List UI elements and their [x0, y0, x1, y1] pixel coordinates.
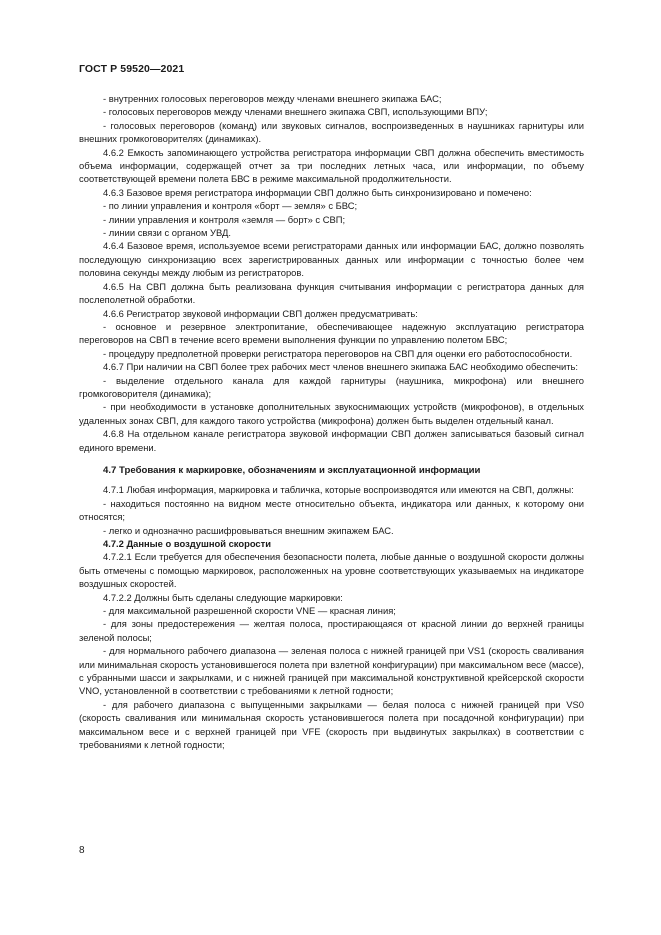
- paragraph: - для максимальной разрешенной скорости VNE — красная линия;: [103, 605, 396, 617]
- section-heading: 4.7 Требования к маркировке, обозначениям и эксплуатационной информации: [103, 464, 481, 476]
- paragraph: - легко и однозначно расшифровываться внешним экипажем БАС.: [103, 524, 394, 536]
- paragraph: - голосовых переговоров между членами внешнего экипажа СВП, использующими ВПУ;: [103, 106, 488, 118]
- paragraph: 4.6.2 Емкость запоминающего устройства регистратора информации СВП должна обеспечить вместимость объема информации, содержащей отчет за три последних летных часа, или информации, по объему соответствующей времени полета БВС в режиме максимальной продолжительности.: [79, 146, 584, 185]
- paragraph: - находиться постоянно на видном месте относительно объекта, индикатора или данных, к которому они относятся;: [79, 497, 584, 523]
- paragraph: 4.7.1 Любая информация, маркировка и табличка, которые воспроизводятся или имеются на СВП, должны:: [103, 484, 574, 496]
- paragraph: - линии управления и контроля «земля — борт» с СВП;: [103, 213, 346, 225]
- document-header: ГОСТ Р 59520—2021: [79, 63, 185, 75]
- paragraph: - выделение отдельного канала для каждой гарнитуры (наушника, микрофона) или внешнего громкоговорителя (динамика);: [79, 374, 584, 399]
- paragraph: 4.6.6 Регистратор звуковой информации СВП должен предусматривать:: [103, 307, 418, 319]
- page-number: 8: [79, 845, 85, 856]
- paragraph: - для рабочего диапазона с выпущенными закрылками — белая полоса с нижней границей при VS0 (скорость сваливания или минимальная скорость установившегося полета при посадочной конфигурации) при максимальном весе и с верхней границей при VFE (скорость при выдвинутых закрылках) в соответствии с требованиями к летной годности;: [79, 698, 584, 751]
- document-body: [79, 92, 584, 752]
- paragraph: 4.6.3 Базовое время регистратора информации СВП должно быть синхронизировано и помечено:: [103, 186, 532, 198]
- paragraph: 4.6.8 На отдельном канале регистратора звуковой информации СВП должен записываться базовый сигнал единого времени.: [79, 428, 584, 453]
- paragraph: - голосовых переговоров (команд) или звуковых сигналов, воспроизведенных в наушниках гарнитуры или внешних громкоговорителях (динамиках).: [79, 119, 584, 145]
- paragraph: - по линии управления и контроля «борт — земля» с БВС;: [103, 200, 358, 212]
- paragraph: - основное и резервное электропитание, обеспечивающее надежную эксплуатацию регистратора переговоров на СВП в течение всего времени выполнения функции по управлению полетом БВС;: [79, 320, 584, 346]
- paragraph: 4.7.2.1 Если требуется для обеспечения безопасности полета, любые данные о воздушной скорости должны быть отмечены с помощью маркировок, расположенных на уровне соответствующих указываемых на индикаторе воздушных скоростей.: [79, 551, 584, 590]
- paragraph: 4.6.7 При наличии на СВП более трех рабочих мест членов внешнего экипажа БАС необходимо обеспечить:: [103, 361, 579, 373]
- paragraph: - при необходимости в установке дополнительных звукоснимающих устройств (микрофонов), в отдельных удаленных зонах СВП, для каждого такого устройства (микрофона) должен быть выделен отдельный канал.: [79, 401, 584, 426]
- paragraph: 4.7.2.2 Должны быть сделаны следующие маркировки:: [103, 591, 343, 603]
- paragraph: 4.6.5 На СВП должна быть реализована функция считывания информации с регистратора данных для послеполетной обработки.: [79, 280, 584, 306]
- paragraph: 4.6.4 Базовое время, используемое всеми регистраторами данных или информации БАС, должно позволять последующую синхронизацию всех зарегистрированных данных или информации с точностью более чем половина секунды между любым из регистраторов.: [79, 240, 584, 279]
- paragraph: - для нормального рабочего диапазона — зеленая полоса с нижней границей при VS1 (скорость сваливания или минимальная скорость установившегося полета при взлетной конфигурации) при максимальном весе (массе), с убранными шасси и закрылками, и с нижней границей при максимальной конструктивной крейсерской скорости VNO, установленной в соответствии с требованиями к летной годности;: [79, 645, 584, 697]
- paragraph: - процедуру предполетной проверки регистратора переговоров на СВП для оценки его работоспособности.: [103, 347, 573, 359]
- paragraph: - линии связи с органом УВД.: [103, 227, 232, 239]
- paragraph: - для зоны предостережения — желтая полоса, простирающаяся от красной линии до верхней границы зеленой полосы;: [79, 618, 584, 643]
- paragraph: - внутренних голосовых переговоров между членами внешнего экипажа БАС;: [103, 93, 442, 104]
- subsection-heading: 4.7.2 Данные о воздушной скорости: [103, 538, 271, 549]
